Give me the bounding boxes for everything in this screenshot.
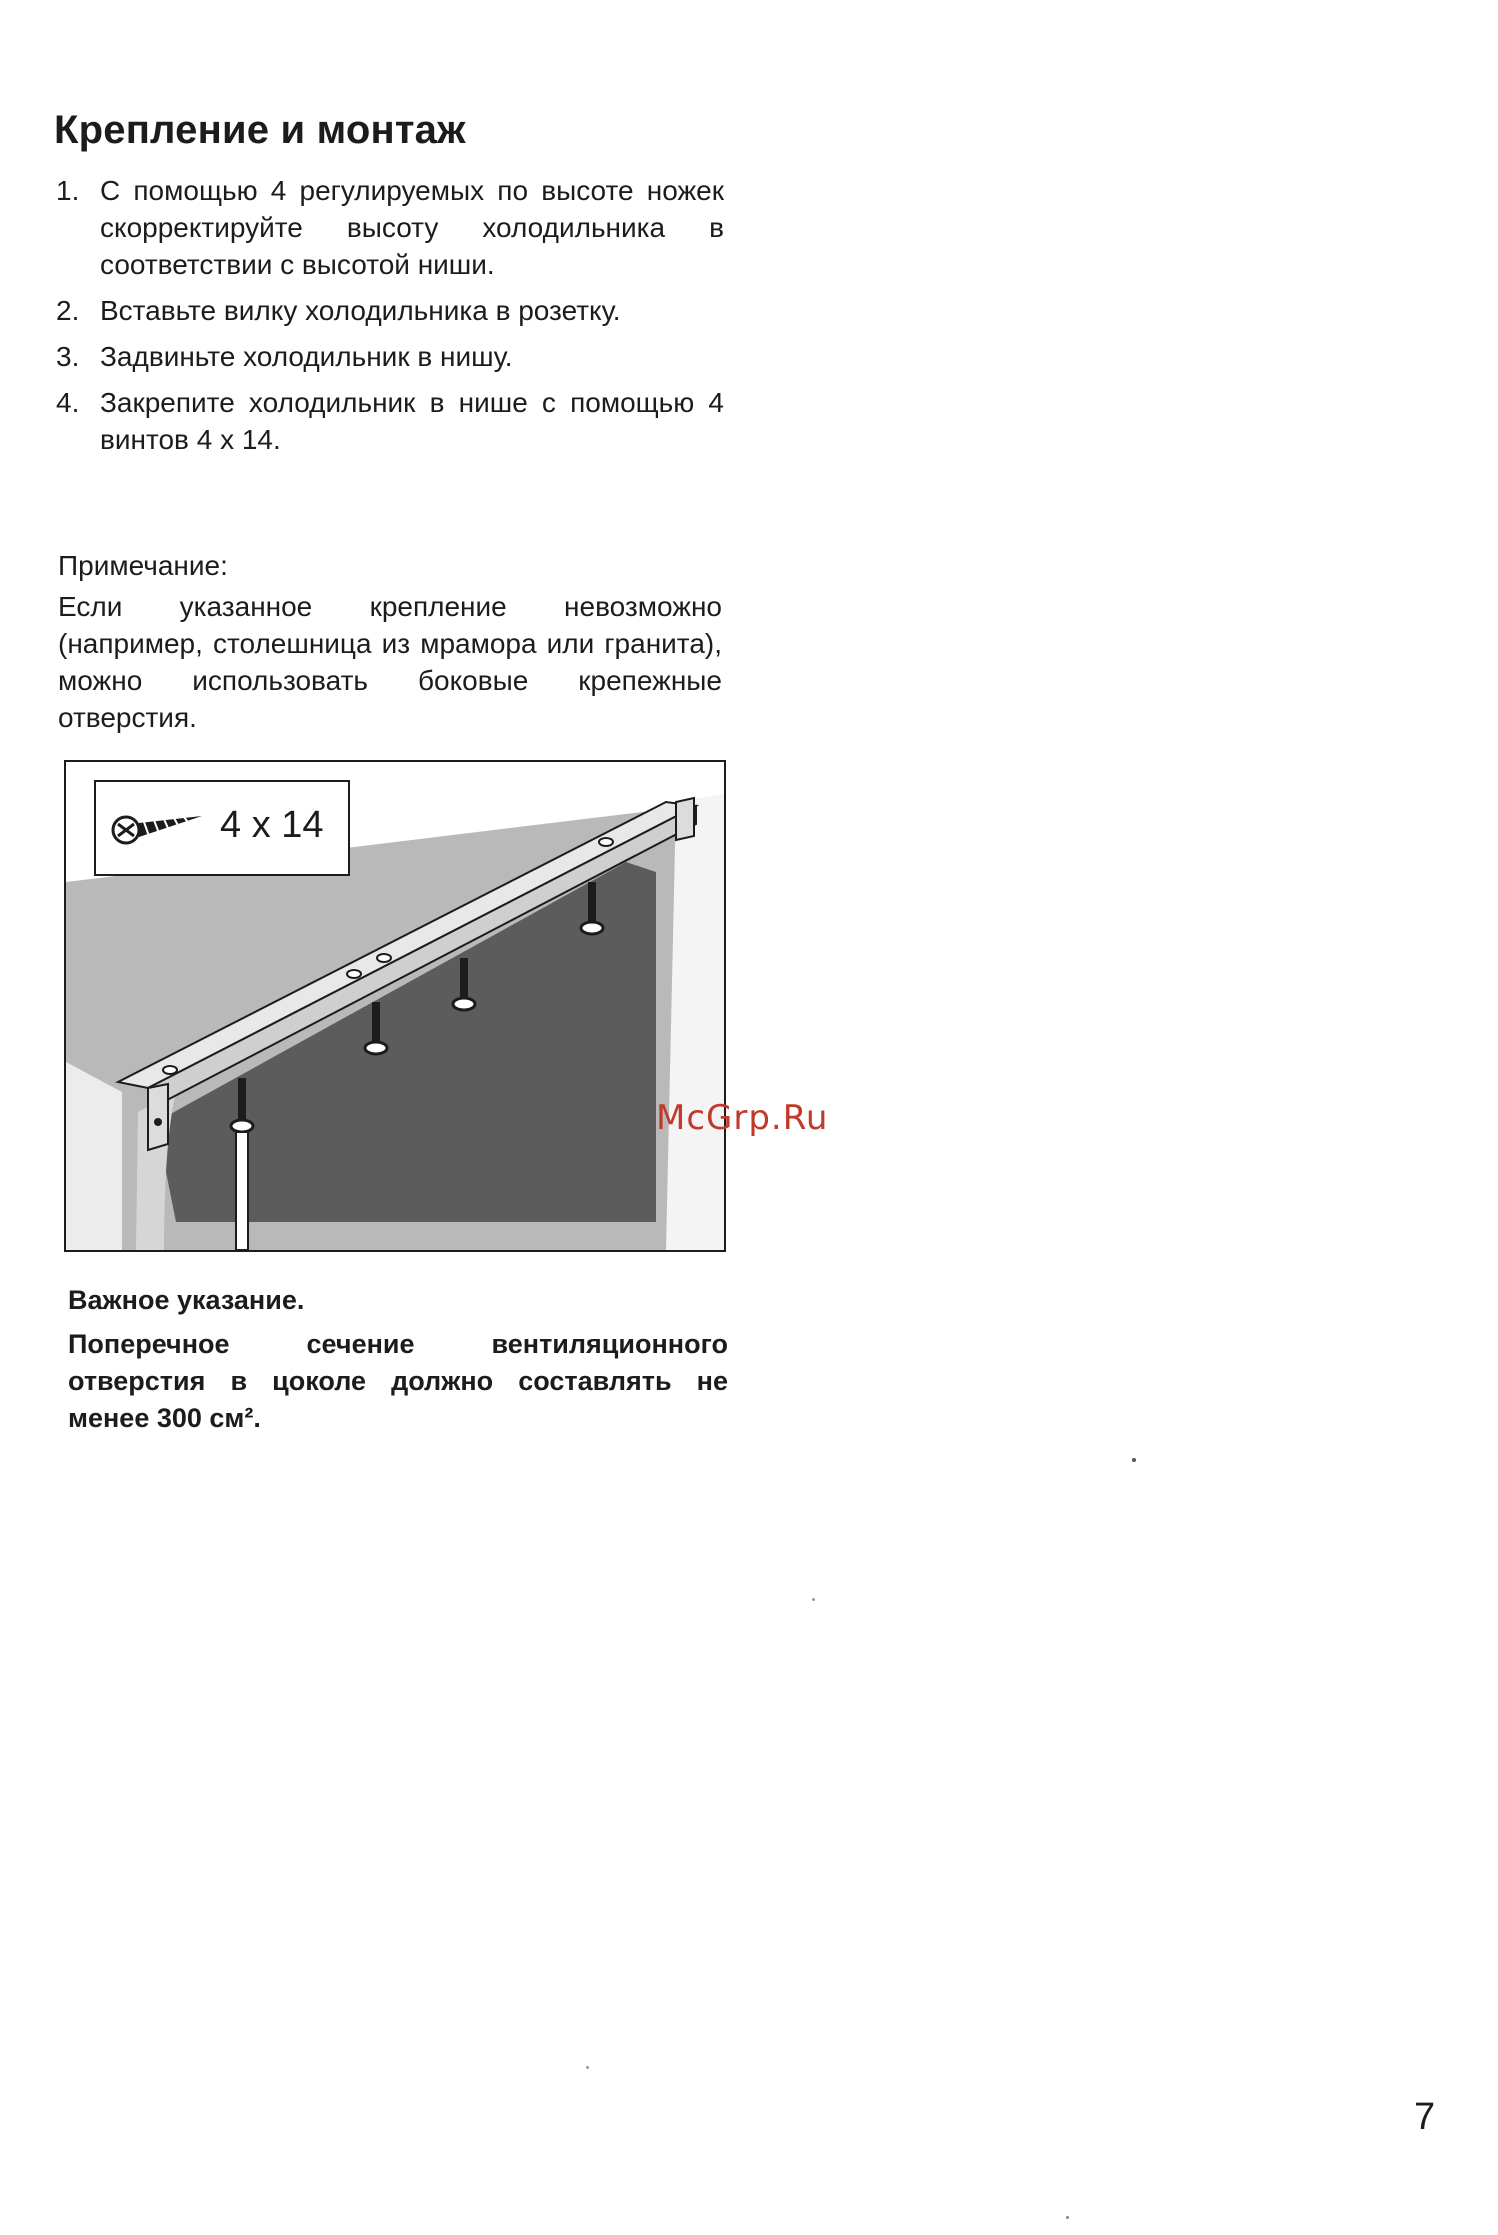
step-text: Закрепите холодильник в нише с помощью 4 винтов 4 x 14.: [100, 387, 724, 455]
list-item: [56, 384, 724, 458]
list-item: [56, 292, 724, 329]
screw-legend: [94, 780, 350, 876]
step-number: 2.: [56, 295, 80, 326]
step-number: 1.: [56, 175, 80, 206]
scan-speck: [586, 2066, 589, 2069]
important-text: Поперечное сечение вентиляционного отверстия в цоколе должно составлять не менее 300 см².: [68, 1329, 728, 1433]
step-text: Задвиньте холодильник в нишу.: [100, 341, 513, 372]
list-item: [56, 172, 724, 283]
steps-list: [56, 172, 724, 467]
watermark: McGrp.Ru: [656, 1098, 829, 1138]
note-label: Примечание:: [58, 550, 228, 581]
step-text: С помощью 4 регулируемых по высоте ножек скорректируйте высоту холодильника в соответствии с высотой ниши.: [100, 175, 724, 280]
list-item: [56, 338, 724, 375]
step-text: Вставьте вилку холодильника в розетку.: [100, 295, 621, 326]
mounting-illustration: [64, 760, 726, 1252]
screw-icon: [110, 806, 210, 850]
scan-speck: [812, 1598, 815, 1601]
important-title: Важное указание.: [68, 1285, 305, 1315]
step-number: 3.: [56, 341, 80, 372]
scan-speck: [1132, 1458, 1136, 1462]
page-title: Крепление и монтаж: [54, 108, 466, 152]
page-number: 7: [1414, 2096, 1436, 2138]
screw-size-label: 4 x 14: [220, 804, 324, 846]
scan-speck: [1066, 2216, 1069, 2219]
step-number: 4.: [56, 387, 80, 418]
note-text: Если указанное крепление невозможно (например, столешница из мрамора или гранита), можно использовать боковые крепежные отверстия.: [58, 591, 722, 733]
